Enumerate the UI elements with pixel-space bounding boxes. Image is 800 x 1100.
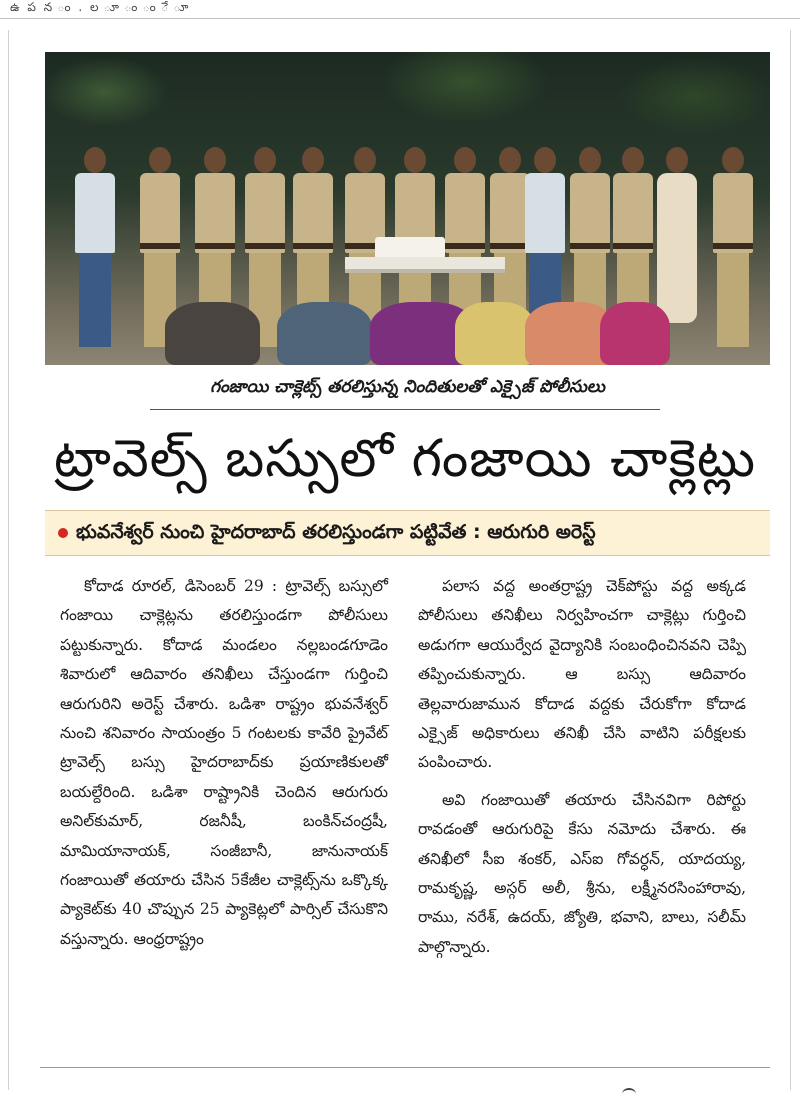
- article-column-1: [60, 572, 388, 954]
- caption-divider: [150, 409, 660, 410]
- left-column-rule: [8, 30, 9, 1090]
- subheadline: భువనేశ్వర్ నుంచి హైదరాబాద్ తరలిస్తుండగా పట్టివేత : ఆరుగురి అరెస్ట్: [76, 521, 596, 543]
- previous-article-fragment: [0, 0, 800, 19]
- right-column-rule: [790, 30, 791, 1090]
- bottom-divider: [40, 1067, 770, 1068]
- article-paragraph: అవి గంజాయితో తయారు చేసినవిగా రిపోర్టు రావడంతో ఆరుగురిపై కేసు నమోదు చేశారు. ఈ తనిఖీలో సీఐ శంకర్, ఎస్‌ఐ గోవర్ధన్, యాదయ్య, రామకృష్ణ, అస్గర్ అలీ, శ్రీను, లక్ష్మీనరసింహారావు, రాము, నరేశ్, ఉదయ్, జ్యోతి, భవాని, బాలు, సలీమ్ పాల్గొన్నారు.: [418, 790, 746, 956]
- previous-article-text: ఉ ప న ం . ల ూ ం ం ే ూ: [10, 0, 191, 14]
- photo-person: [75, 147, 115, 347]
- headline: ట్రావెల్స్ బస్సులో గంజాయి చాక్లెట్లు: [53, 429, 757, 489]
- photo-officer: [713, 147, 753, 347]
- article-paragraph: కోదాడ రూరల్, డిసెంబర్ 29 : ట్రావెల్స్ బస్సులో గంజాయి చాక్లెట్లను తరలిస్తుండగా పోలీసులు పట్టుకున్నారు. కోదాడ మండలం నల్లబండగూడెం శివారులో ఆదివారం తనిఖీలు చేస్తుండగా గుర్తించి ఆరుగురిని అరెస్ట్ చేశారు. ఒడిశా రాష్ట్రం భువనేశ్వర్ నుంచి శనివారం సాయంత్రం 5 గంటలకు కావేరి ప్రైవేట్ ట్రావెల్స్ బస్సు హైదరాబాద్‌కు ప్రయాణికులతో బయల్దేరింది. ఒడిశా రాష్ట్రానికి చెందిన ఆరుగురు అనిల్‌కుమార్, రజనీషీ, బంకిన్‌చంద్రషీ, మామియానాయక్, సంజీబానీ, జానునాయక్ గంజాయితో తయారు చేసిన 5కేజీల చాక్లెట్స్‌ను ఒక్కొక్క ప్యాకెట్‌కు 40 చొప్పున 25 ప్యాకెట్లలో పార్సిల్ చేసుకొని వస్తున్నారు. ఆంధ్రరాష్ట్రం: [60, 577, 388, 948]
- photo-accused: [455, 302, 535, 365]
- next-article-fragment: [622, 1088, 636, 1100]
- article-column-2: [418, 572, 746, 962]
- photo-seized-packets: [375, 237, 445, 259]
- news-photo: [45, 52, 770, 365]
- photo-accused: [600, 302, 670, 365]
- photo-accused: [277, 302, 372, 365]
- photo-caption: గంజాయి చాక్లెట్స్ తరలిస్తున్న నిందితులతో ఎక్సైజ్ పోలీసులు: [210, 377, 605, 397]
- red-bullet-icon: [58, 528, 68, 538]
- photo-accused: [165, 302, 260, 365]
- article-paragraph: పలాస వద్ద అంతర్రాష్ట్ర చెక్‌పోస్టు వద్ద అక్కడ పోలీసులు తనిఖీలు నిర్వహించగా చాక్లెట్లు గుర్తించి అడుగగా ఆయుర్వేద వైద్యానికి సంబంధించినవని చెప్పి తప్పించుకున్నారు. ఆ బస్సు ఆదివారం తెల్లవారుజామున కోదాడ వద్దకు చేరుకోగా కోదాడ ఎక్సైజ్ అధికారులు తనిఖీ చేసి వాటిని పరీక్షలకు పంపించారు.: [418, 577, 746, 772]
- photo-table: [345, 257, 505, 269]
